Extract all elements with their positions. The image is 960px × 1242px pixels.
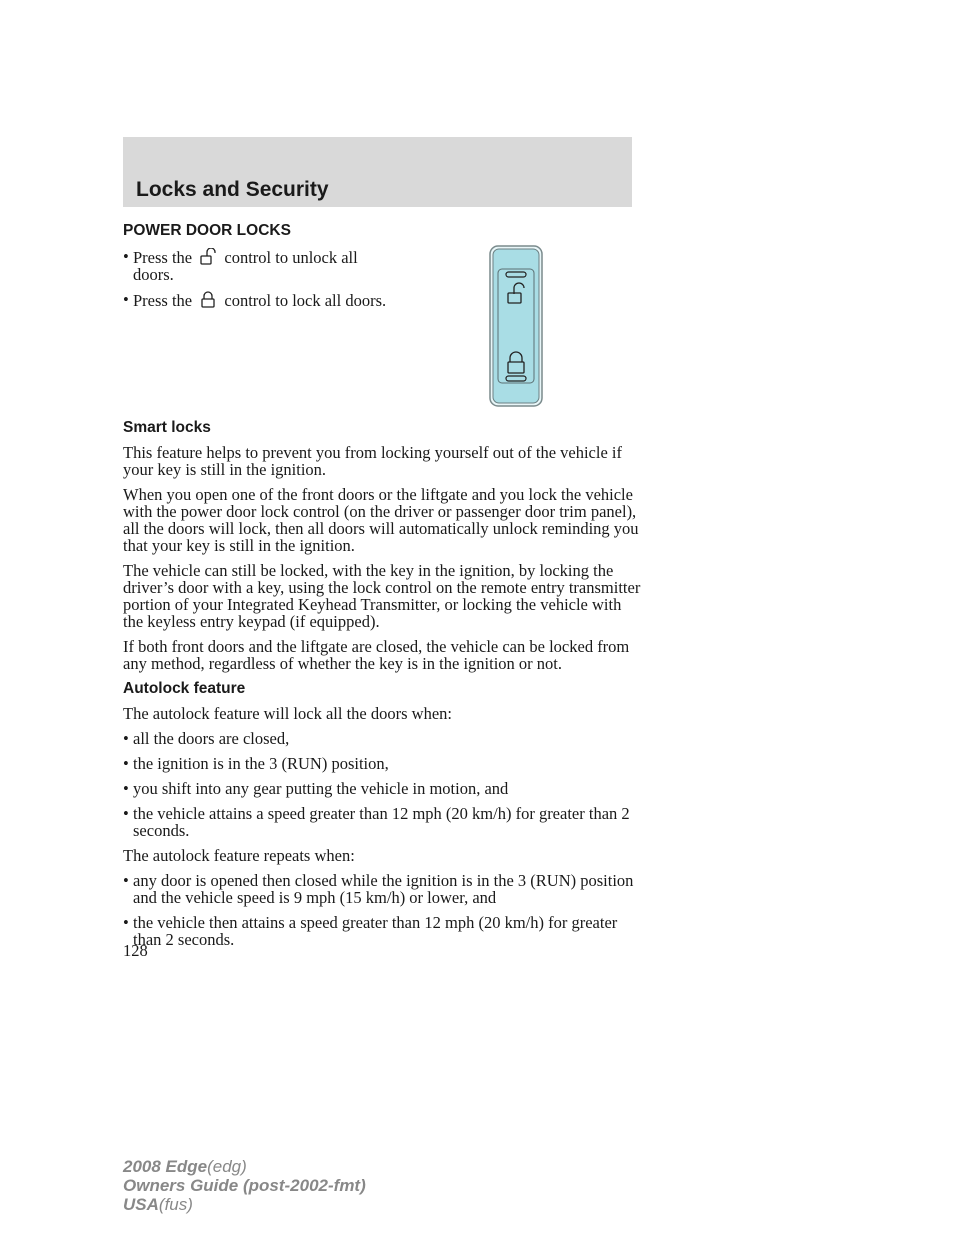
smart-locks-paragraph: This feature helps to prevent you from locking yourself out of the vehicle if your key is still in the ignition. <box>123 443 622 479</box>
section-title: Locks and Security <box>136 178 329 201</box>
power-lock-switch-illustration <box>489 245 543 407</box>
smart-locks-heading: Smart locks <box>123 419 211 436</box>
bullet-icon: • <box>123 871 129 890</box>
smart-locks-paragraph: The vehicle can still be locked, with the key in the ignition, by locking the driver’s door with a key, using the lock control on the remote entry transmitter portion of your Integrated Keyhead Transmitter, or locking the vehicle with the keyless entry keypad (if equipped). <box>123 561 641 631</box>
list-item: • the vehicle then attains a speed greater than 12 mph (20 km/h) for greater than 2 seconds. <box>123 913 618 949</box>
smart-locks-paragraph: If both front doors and the liftgate are closed, the vehicle can be locked from any method, regardless of whether the key is in the ignition or not. <box>123 637 630 673</box>
power-door-locks-heading: POWER DOOR LOCKS <box>123 222 291 239</box>
bullet-icon: • <box>123 804 129 823</box>
footer-line: USA(fus) <box>123 1195 193 1214</box>
list-item: • the ignition is in the 3 (RUN) position, <box>123 754 389 773</box>
autolock-repeat-intro: The autolock feature repeats when: <box>123 846 355 865</box>
unlock-instruction-after: control to unlock all doors. <box>133 248 358 284</box>
list-item: • you shift into any gear putting the vehicle in motion, and <box>123 779 509 798</box>
autolock-heading: Autolock feature <box>123 680 246 697</box>
footer-line: 2008 Edge(edg) <box>123 1157 247 1176</box>
bullet-icon: • <box>123 779 129 798</box>
bullet-icon: • <box>123 913 129 932</box>
bullet-icon: • <box>123 247 129 266</box>
list-item: • any door is opened then closed while the ignition is in the 3 (RUN) position and the vehicle speed is 9 mph (15 km/h) or lower, and <box>123 871 634 907</box>
list-item <box>123 291 643 309</box>
lock-instruction-before: Press the <box>133 291 193 310</box>
list-item: • the vehicle attains a speed greater than 12 mph (20 km/h) for greater than 2 seconds. <box>123 804 630 840</box>
unlocked-padlock-icon <box>198 248 218 266</box>
document-footer <box>123 1157 366 1214</box>
power-door-locks-list <box>123 248 643 309</box>
list-item: • all the doors are closed, <box>123 729 290 748</box>
bullet-icon: • <box>123 754 129 773</box>
bullet-icon: • <box>123 290 129 309</box>
unlock-instruction-before: Press the <box>133 248 193 267</box>
autolock-intro: The autolock feature will lock all the doors when: <box>123 704 452 723</box>
list-item <box>123 248 643 283</box>
page-content <box>123 222 643 956</box>
lock-instruction-after: control to lock all doors. <box>224 291 387 310</box>
smart-locks-paragraph: When you open one of the front doors or the liftgate and you lock the vehicle with the power door lock control (on the driver or passenger door trim panel), all the doors will lock, then all doors will automatically unlock reminding you that your key is still in the ignition. <box>123 485 639 555</box>
footer-line: Owners Guide (post-2002-fmt) <box>123 1176 366 1195</box>
bullet-icon: • <box>123 729 129 748</box>
locked-padlock-icon <box>198 291 218 309</box>
page-number: 128 <box>123 941 148 960</box>
